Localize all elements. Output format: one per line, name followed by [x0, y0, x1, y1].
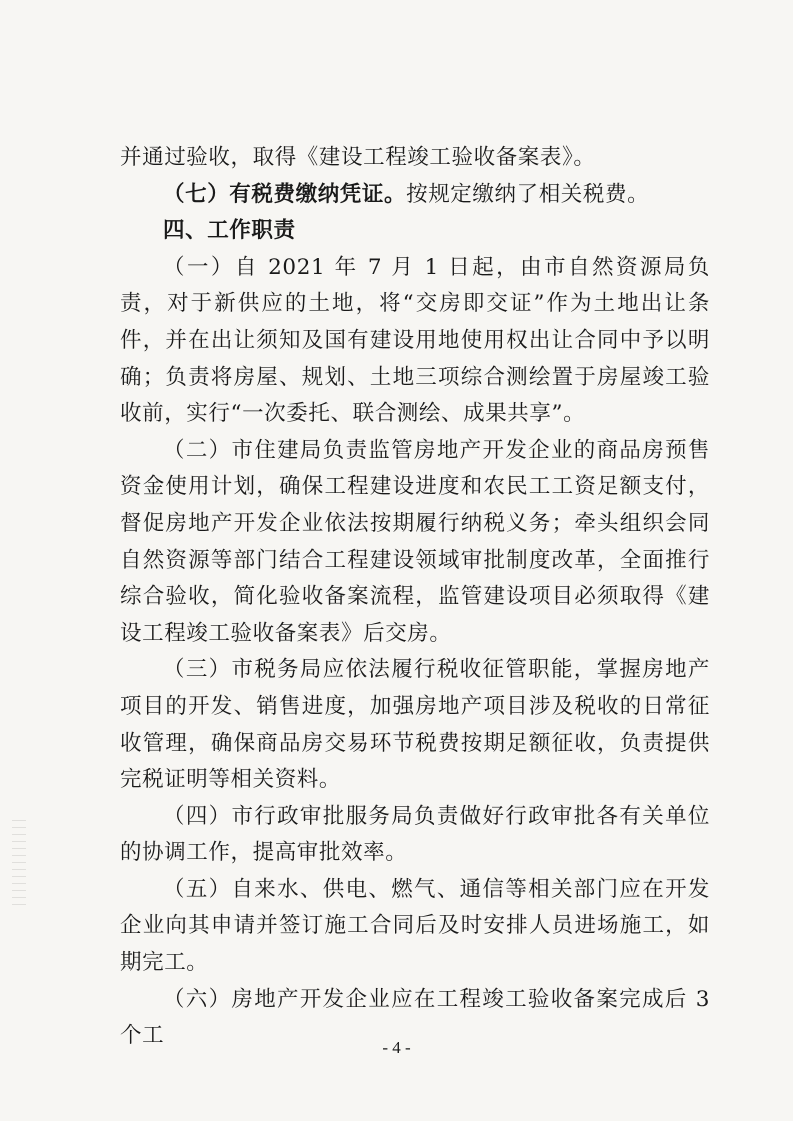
paragraph-item-1: （一）自 2021 年 7 月 1 日起，由市自然资源局负责，对于新供应的土地，将“交房即交证”作为土地出让条件，并在出让须知及国有建设用地使用权出让合同中予以明确；负责将房屋、规划、土地三项综合测绘置于房屋竣工验收前，实行“一次委托、联合测绘、成果共享”。 [120, 254, 710, 427]
item-lead: （七）有税费缴纳凭证。 [163, 181, 407, 207]
paragraph-item-5: （五）自来水、供电、燃气、通信等相关部门应在开发企业向其申请并签订施工合同后及时安排人员进场施工，如期完工。 [120, 876, 710, 976]
document-body [120, 140, 710, 1055]
paragraph-item-3: （三）市税务局应依法履行税收征管职能，掌握房地产项目的开发、销售进度，加强房地产项目涉及税收的日常征收管理，确保商品房交易环节税费按期足额征收，负责提供完税证明等相关资料。 [120, 657, 710, 793]
scan-artifact [12, 820, 26, 910]
section-heading: 四、工作职责 [163, 218, 296, 244]
paragraph-item-4: （四）市行政审批服务局负责做好行政审批各有关单位的协调工作，提高审批效率。 [120, 803, 710, 866]
paragraph-seven: （七）有税费缴纳凭证。按规定缴纳了相关税费。 [163, 181, 650, 207]
paragraph-continuation: 并通过验收，取得《建设工程竣工验收备案表》。 [120, 145, 596, 170]
paragraph-item-6: （六）房地产开发企业应在工程竣工验收备案完成后 3 个工 [120, 986, 710, 1049]
paragraph-item-2: （二）市住建局负责监管房地产开发企业的商品房预售资金使用计划，确保工程建设进度和农民工工资足额支付，督促房地产开发企业依法按期履行纳税义务；牵头组织会同自然资源等部门结合工程建设领域审批制度改革，全面推行综合验收，简化验收备案流程，监管建设项目必须取得《建设工程竣工验收备案表》后交房。 [120, 437, 710, 646]
page-number: - 4 - [382, 1038, 411, 1057]
